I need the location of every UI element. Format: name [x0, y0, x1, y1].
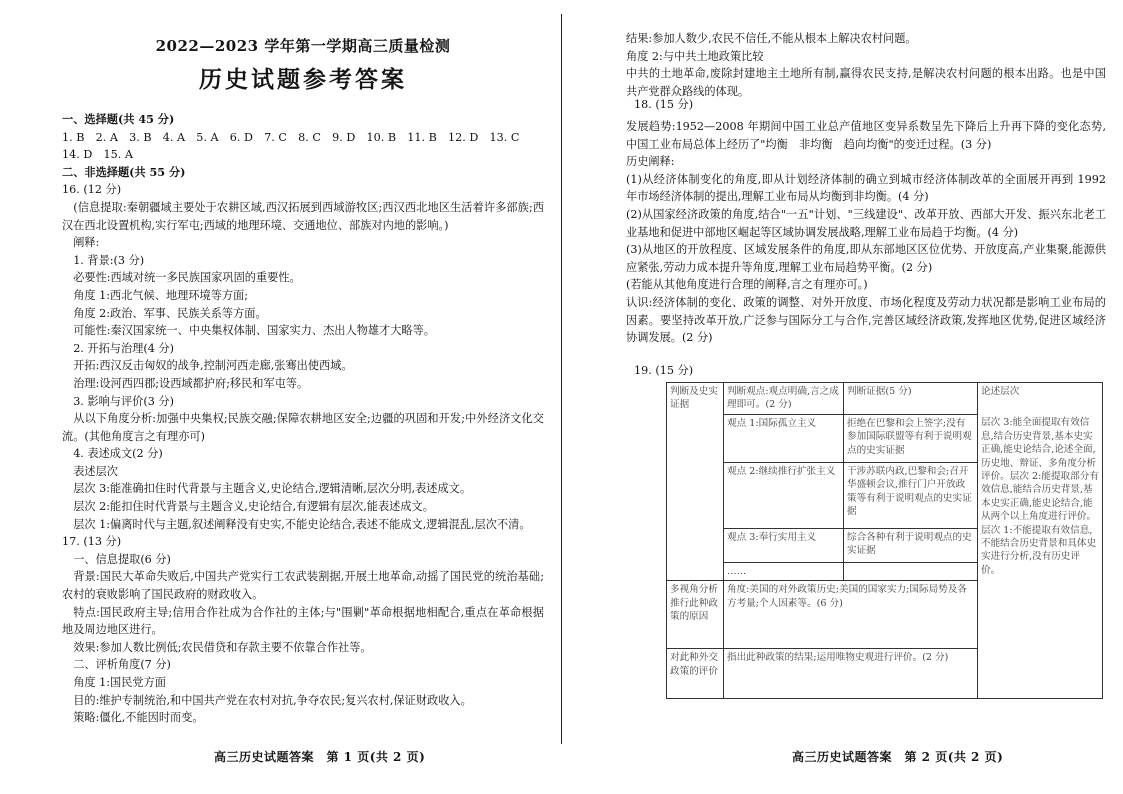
exam-title: 2022—2023 学年第一学期高三质量检测 — [155, 37, 451, 55]
text-line: (1)从经济体制变化的角度,即从计划经济体制的确立到城市经济体制改革的全面展开再到 1992 年市场经济体制的提出,理解工业布局从均衡到非均衡。(4 分) — [626, 172, 1106, 204]
text-line: 一、信息提取(6 分) — [62, 552, 171, 566]
text-line: 14. D 15. A — [62, 148, 133, 162]
spacer — [626, 100, 1106, 118]
text-line: (3)从地区的开放程度、区域发展条件的角度,即从东部地区区位优势、开放度高,产业集聚,能源供应紧张,劳动力成本提升等角度,理解工业布局趋势平衡。(2 分) — [626, 243, 1106, 274]
footer-page-2: 高三历史试题答案 第 2 页(共 2 页) — [792, 750, 1004, 764]
text-line: 二、评析角度(7 分) — [62, 658, 171, 672]
left-body — [62, 111, 544, 727]
text-line: 可能性:秦汉国家统一、中央集权体制、国家实力、杰出人物雄才大略等。 — [62, 324, 435, 338]
viewpoint-1-label: 观点 1:国际孤立主义 — [724, 414, 844, 462]
text-line: 阐释: — [62, 236, 100, 250]
right-body — [626, 30, 1106, 347]
column-divider — [561, 14, 562, 744]
table-header-judgement: 判断及史实证据 — [667, 383, 724, 415]
viewpoint-3-evidence: 综合各种有利于说明观点的史实证据 — [844, 528, 978, 562]
row-reasons-content: 角度:美国的对外政策历史;美国的国家实力;国际局势及各方考量;个人因素等。(6 分) — [724, 581, 978, 649]
question-18-label: 18. (15 分) — [634, 98, 694, 111]
table-ellipsis: …… — [724, 562, 844, 580]
text-line: 16. (12 分) — [62, 183, 122, 197]
text-line: 历史阐释: — [626, 155, 675, 169]
table-header-levels: 论述层次 — [978, 383, 1103, 415]
text-line: 表述层次 — [62, 464, 118, 478]
text-line: 从以下角度分析:加强中央集权;民族交融;保障农耕地区安全;边疆的巩固和开发;中外经济文化交流。(其他角度言之有理亦可) — [62, 412, 544, 443]
footer-page-1: 高三历史试题答案 第 1 页(共 2 页) — [214, 750, 426, 764]
text-line: (若能从其他角度进行合理的阐释,言之有理亦可。) — [626, 278, 868, 292]
table-header-viewpoint: 判断观点:观点明确,言之成理即可。(2 分) — [724, 383, 844, 415]
text-line: 效果:参加人数比例低;农民借贷和存款主要不依靠合作社等。 — [62, 640, 372, 654]
text-line: 层次 1:偏离时代与主题,叙述阐释没有史实,不能史论结合,表述不能成文,逻辑混乱,层次不清。 — [62, 517, 531, 531]
text-line: 1. B 2. A 3. B 4. A 5. A 6. D 7. C 8. C 9. D 10. B 11. B 12. D 13. C — [62, 130, 520, 144]
text-line: 17. (13 分) — [62, 535, 122, 549]
text-line: 治理:设河西四郡;设西域都护府;移民和军屯等。 — [62, 376, 309, 390]
text-line: 角度 1:西北气候、地理环境等方面; — [62, 288, 249, 302]
text-line: 3. 影响与评价(3 分) — [62, 394, 174, 408]
text-line: (2)从国家经济政策的角度,结合"一五"计划、"三线建设"、改革开放、西部大开发、振兴东北老工业基地和促进中部地区崛起等区域协调发展战略,理解工业布局趋于均衡。(4 分) — [626, 207, 1106, 239]
levels-description: 层次 3:能全面提取有效信息,结合历史背景,基本史实正确,能史论结合,论述全面,历史地、辩证、多角度分析评价。层次 2:能提取部分有效信息,能结合历史背景,基本史实正确,能史论结合,能从两个以上角度进行评价。层次 1:不能提取有效信息,不能结合历史背景和具体史实进行分析,没有历史评价。 — [978, 414, 1103, 698]
text-line: 二、非选择题(共 55 分) — [62, 164, 186, 179]
text-line: 中共的土地革命,废除封建地主土地所有制,赢得农民支持,是解决农村问题的根本出路。也是中国共产党群众路线的体现。 — [626, 67, 1106, 98]
text-line: 4. 表述成文(2 分) — [62, 447, 163, 461]
text-line: 2. 开拓与治理(4 分) — [62, 341, 174, 355]
text-line: 层次 3:能准确扣住时代背景与主题含义,史论结合,逻辑清晰,层次分明,表述成文。 — [62, 482, 472, 496]
text-line: 策略:僵化,不能因时而变。 — [62, 711, 204, 725]
text-line: 特点:国民政府主导;信用合作社成为合作社的主体;与"围剿"革命根据地相配合,重点在革命根据地及周边地区进行。 — [62, 605, 544, 637]
text-line: 结果:参加人数少,农民不信任,不能从根本上解决农村问题。 — [626, 32, 917, 45]
text-line: 目的:维护专制统治,和中国共产党在农村对抗,争夺农民;复兴农村,保证财政收入。 — [62, 693, 472, 707]
text-line: 认识:经济体制的变化、政策的调整、对外开放度、市场化程度及劳动力状况都是影响工业布局的因素。要坚持改革开放,广泛参与国际分工与合作,完善区域经济政策,发挥地区优势,促进区域经济协调发展。(2 分) — [626, 295, 1106, 345]
row-evaluation-content: 指出此种政策的结果;运用唯物史观进行评价。(2 分) — [724, 649, 978, 699]
text-line: 角度 2:与中共土地政策比较 — [626, 49, 764, 63]
text-line: 一、选择题(共 45 分) — [62, 112, 175, 126]
row-evaluation-label: 对此种外交政策的评价 — [667, 649, 724, 699]
question-19-answer-table — [666, 382, 1103, 699]
text-line: (信息提取:秦朝疆域主要处于农耕区域,西汉拓展到西域游牧区;西汉西北地区生活着许多部族;西汉在西北设置机构,实行军屯;西域的地理环境、交通地位、部族对内地的影响。) — [62, 200, 544, 232]
text-line: 角度 2:政治、军事、民族关系等方面。 — [62, 306, 267, 320]
text-line: 发展趋势:1952—2008 年期间中国工业总产值地区变异系数呈先下降后上升再下降的变化态势,中国工业布局总体上经历了"均衡 非均衡 趋向均衡"的变迁过程。(3 分) — [626, 119, 1106, 151]
viewpoint-2-evidence: 干涉苏联内政,巴黎和会;召开华盛顿会议,推行门户开放政策等有利于说明观点的史实证据 — [844, 462, 978, 528]
text-line: 必要性:西域对统一多民族国家巩固的重要性。 — [62, 271, 301, 285]
text-line: 背景:国民大革命失败后,中国共产党实行工农武装割据,开展土地革命,动摇了国民党的统治基础;农村的衰败影响了国民政府的财政收入。 — [62, 570, 544, 602]
text-line: 层次 2:能扣住时代背景与主题含义,史论结合,有逻辑有层次,能表述成文。 — [62, 500, 434, 514]
viewpoint-2-label: 观点 2:继续推行扩张主义 — [724, 462, 844, 528]
row-reasons-label: 多视角分析推行此种政策的原因 — [667, 581, 724, 649]
question-19-label: 19. (15 分) — [634, 364, 694, 377]
table-header-evidence: 判断证据(5 分) — [844, 383, 978, 415]
viewpoint-1-evidence: 拒绝在巴黎和会上签字;没有参加国际联盟等有利于说明观点的史实证据 — [844, 414, 978, 462]
text-line: 1. 背景:(3 分) — [62, 253, 145, 267]
text-line: 角度 1:国民党方面 — [62, 676, 166, 689]
viewpoint-3-label: 观点 3:奉行实用主义 — [724, 528, 844, 562]
text-line: 开拓:西汉反击匈奴的战争,控制河西走廊,张骞出使西域。 — [62, 359, 353, 373]
document-title: 历史试题参考答案 — [199, 67, 407, 93]
